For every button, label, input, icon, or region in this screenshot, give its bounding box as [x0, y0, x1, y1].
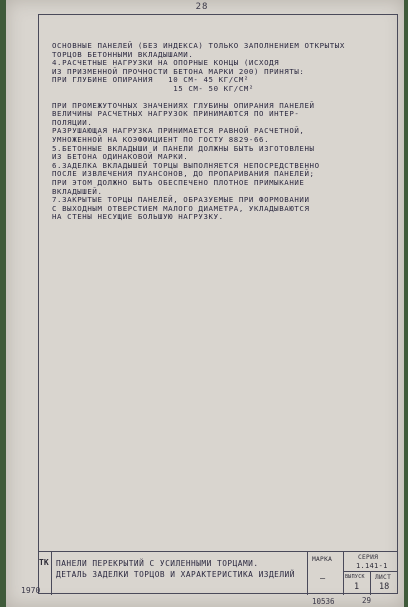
notes-text: [52, 42, 388, 222]
text-line: ПОЛЯЦИИ.: [52, 117, 93, 127]
sheet-cell: [371, 572, 398, 595]
series-label: СЕРИЯ: [358, 554, 379, 561]
sheet-label: ЛИСТ: [375, 574, 392, 581]
issue-label: ВЫПУСК: [345, 574, 365, 580]
text-line: С ВЫХОДНЫМ ОТВЕРСТИЕМ МАЛОГО ДИАМЕТРА, УКЛАДЫВАЮТСЯ: [52, 203, 310, 213]
text-line: 6.ЗАДЕЛКА ВКЛАДЫШЕЙ ТОРЦЫ ВЫПОЛНЯЕТСЯ НЕПОСРЕДСТВЕННО: [52, 160, 320, 170]
text-line: 5.БЕТОННЫЕ ВКЛАДЫШИ И ПАНЕЛИ ДОЛЖНЫ БЫТЬ ИЗГОТОВЛЕНЫ: [52, 143, 315, 153]
year: 1970: [21, 586, 41, 595]
text-line: ИЗ ПРИЗМЕННОЙ ПРОЧНОСТИ БЕТОНА МАРКИ 200) ПРИНЯТЫ:: [52, 66, 305, 76]
title-block: [38, 551, 398, 595]
text-line: ПРИ ЭТОМ ДОЛЖНО БЫТЬ ОБЕСПЕЧЕНО ПЛОТНОЕ ПРИМЫКАНИЕ: [52, 177, 305, 187]
text-line: ПРИ ГЛУБИНЕ ОПИРАНИЯ 10 СМ- 45 КГ/СМ²: [52, 75, 249, 85]
page-number: 28: [195, 2, 209, 12]
mark-label: МАРКА: [312, 556, 333, 563]
series-cell: [344, 552, 398, 572]
text-line: ТОРЦОВ БЕТОННЫМИ ВКЛАДЫШАМИ.: [52, 49, 194, 59]
sheet-value: 18: [379, 582, 390, 592]
issue-cell: [344, 572, 371, 595]
mark-value: —: [320, 574, 326, 584]
title-cell: [52, 552, 308, 595]
text-line: 4.РАСЧЕТНЫЕ НАГРУЗКИ НА ОПОРНЫЕ КОНЦЫ (ИСХОДЯ: [52, 58, 280, 68]
title-line-1: ПАНЕЛИ ПЕРЕКРЫТИЙ С УСИЛЕННЫМИ ТОРЦАМИ.: [56, 559, 259, 568]
mark-cell: [308, 552, 344, 595]
text-line: УМНОЖЕННОЙ НА КОЭФФИЦИЕНТ ПО ГОСТУ 8829-66.: [52, 134, 270, 144]
text-line: ВЕЛИЧИНЫ РАСЧЕТНЫХ НАГРУЗОК ПРИНИМАЮТСЯ ПО ИНТЕР-: [52, 109, 300, 119]
text-line: 7.ЗАКРЫТЫЕ ТОРЦЫ ПАНЕЛЕЙ, ОБРАЗУЕМЫЕ ПРИ ФОРМОВАНИИ: [52, 195, 310, 205]
text-line: ПОСЛЕ ИЗВЛЕЧЕНИЯ ПУАНСОНОВ, ДО ПРОПАРИВАНИЯ ПАНЕЛЕЙ;: [52, 169, 315, 179]
footer-code: 10536: [312, 597, 335, 606]
code-label: ТК: [39, 558, 49, 567]
text-line: ВКЛАДЫШЕЙ.: [52, 186, 103, 196]
text-line: 15 СМ- 50 КГ/СМ²: [52, 83, 254, 93]
text-line: РАЗРУШАЮЩАЯ НАГРУЗКА ПРИНИМАЕТСЯ РАВНОЙ РАСЧЕТНОЙ,: [52, 126, 305, 136]
footer-number: 29: [362, 596, 372, 605]
series-value: 1.141-1: [356, 562, 388, 570]
text-line: ОСНОВНЫЕ ПАНЕЛЕЙ (БЕЗ ИНДЕКСА) ТОЛЬКО ЗАПОЛНЕНИЕМ ОТКРЫТЫХ: [52, 41, 345, 50]
text-line: ИЗ БЕТОНА ОДИНАКОВОЙ МАРКИ.: [52, 152, 189, 162]
text-line: НА СТЕНЫ НЕСУЩИЕ БОЛЬШУЮ НАГРУЗКУ.: [52, 212, 224, 222]
title-line-2: ДЕТАЛЬ ЗАДЕЛКИ ТОРЦОВ И ХАРАКТЕРИСТИКА ИЗДЕЛИЙ: [56, 570, 295, 579]
document-page: [6, 0, 404, 607]
issue-value: 1: [354, 582, 360, 592]
text-line: ПРИ ПРОМЕЖУТОЧНЫХ ЗНАЧЕНИЯХ ГЛУБИНЫ ОПИРАНИЯ ПАНЕЛЕЙ: [52, 100, 315, 110]
